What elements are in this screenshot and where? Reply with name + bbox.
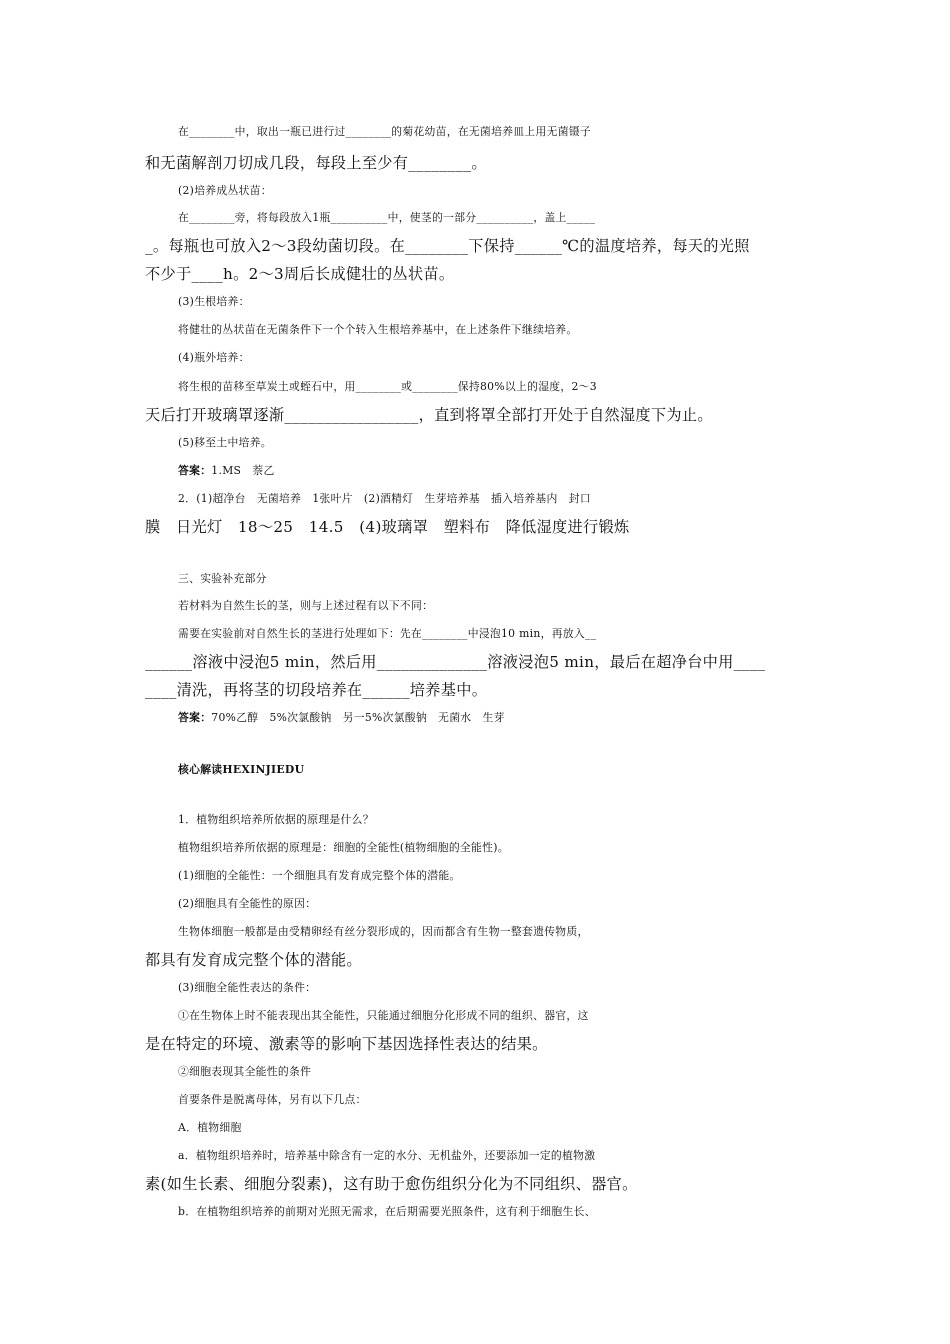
text-line: ①在生物体上时不能表现出其全能性，只能通过细胞分化形成不同的组织、器官，这: [178, 1009, 589, 1022]
answer-line: [178, 708, 843, 728]
text-line: (1)细胞的全能性：一个细胞具有发育成完整个体的潜能。: [178, 869, 461, 882]
text-line: 不少于____h。2～3周后长成健壮的丛状苗。: [145, 265, 455, 283]
text-line: 将生根的苗移至草炭土或蛭石中，用________或________保持80%以上的湿度，2～3: [178, 380, 597, 393]
section-heading: 核心解读HEXINJIEDU: [178, 763, 305, 776]
text-line: 首要条件是脱离母体，另有以下几点：: [178, 1093, 367, 1106]
text-line: _。每瓶也可放入2～3段幼菌切段。在________下保持______℃的温度培养，每天的光照: [145, 237, 750, 255]
answer-label: 答案：: [178, 711, 212, 724]
text-line: 植物组织培养所依据的原理是：细胞的全能性(植物细胞的全能性)。: [178, 841, 509, 854]
text-line: ②细胞表现其全能性的条件: [178, 1065, 312, 1078]
text-line: 膜 日光灯 18～25 14.5 (4)玻璃罩 塑料布 降低湿度进行锻炼: [145, 518, 630, 536]
section-heading: 三、实验补充部分: [178, 572, 267, 585]
text-line: (5)移至土中培养。: [178, 436, 272, 449]
text-line: (2)培养成丛状苗：: [178, 184, 272, 197]
text-line: 2．(1)超净台 无菌培养 1张叶片 (2)酒精灯 生芽培养基 插入培养基内 封口: [178, 492, 591, 505]
text-line: 生物体细胞一般都是由受精卵经有丝分裂形成的，因而都含有生物一整套遗传物质，: [178, 925, 589, 938]
text-line: a．植物组织培养时，培养基中除含有一定的水分、无机盐外，还要添加一定的植物激: [178, 1149, 596, 1162]
text-line: A．植物细胞: [178, 1121, 242, 1134]
answer-label: 答案：: [178, 464, 212, 477]
text-line: 都具有发育成完整个体的潜能。: [145, 951, 362, 969]
text-line: (3)生根培养：: [178, 295, 250, 308]
text-line: ____清洗，再将茎的切段培养在______培养基中。: [145, 681, 488, 699]
text-line: (2)细胞具有全能性的原因：: [178, 897, 317, 910]
text-line: 若材料为自然生长的茎，则与上述过程有以下不同：: [178, 599, 434, 612]
text-line: 和无菌解剖刀切成几段，每段上至少有________。: [145, 154, 487, 172]
text-line: (4)瓶外培养：: [178, 351, 250, 364]
text-line: b．在植物组织培养的前期对光照无需求，在后期需要光照条件，这有利于细胞生长、: [178, 1205, 596, 1218]
text-line: 在________中，取出一瓶已进行过________的菊花幼苗，在无菌培养皿上用无菌镊子: [178, 125, 591, 138]
text-line: 是在特定的环境、激素等的影响下基因选择性表达的结果。: [145, 1035, 548, 1053]
text-line: 需要在实验前对自然生长的茎进行处理如下：先在________中浸泡10 min，再放入__: [178, 627, 597, 640]
text-line: (3)细胞全能性表达的条件：: [178, 981, 317, 994]
answer-text: 1.MS 萘乙: [211, 464, 275, 477]
answer-line: [178, 461, 843, 481]
answer-text: 70%乙醇 5%次氯酸钠 另一5%次氯酸钠 无菌水 生芽: [211, 711, 505, 724]
text-line: 在________旁，将每段放入1瓶__________中，使茎的一部分__________，盖上_____: [178, 211, 596, 224]
text-line: 将健壮的丛状苗在无菌条件下一个个转入生根培养基中，在上述条件下继续培养。: [178, 323, 578, 336]
text-line: ______溶液中浸泡5 min，然后用______________溶液浸泡5 min，最后在超净台中用____: [145, 653, 766, 671]
text-line: 天后打开玻璃罩逐渐_________________，直到将罩全部打开处于自然湿度下为止。: [145, 406, 713, 424]
text-line: 素(如生长素、细胞分裂素)，这有助于愈伤组织分化为不同组织、器官。: [145, 1175, 638, 1193]
question-line: 1．植物组织培养所依据的原理是什么？: [178, 813, 374, 826]
